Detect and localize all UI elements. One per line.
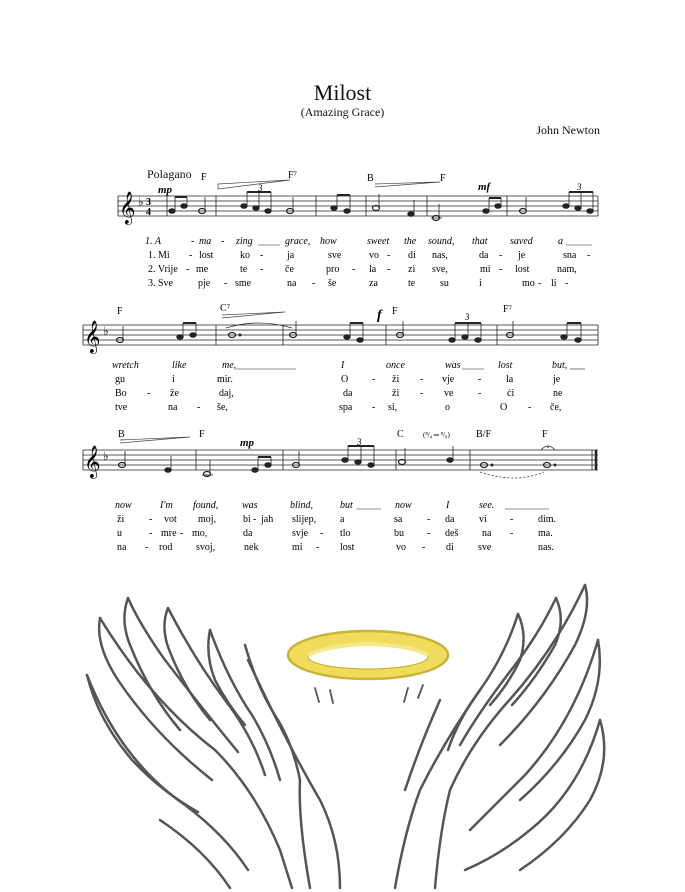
- lyric-syllable: -: [352, 264, 356, 275]
- lyric-syllable: sve,: [432, 264, 448, 275]
- lyric-syllable: že: [170, 388, 179, 399]
- lyric-syllable: bi: [243, 514, 251, 525]
- lyric-syllable: na: [168, 402, 178, 413]
- tie-arc: [226, 323, 292, 328]
- lyric-syllable: -: [420, 374, 424, 385]
- lyrics-s2-line2: [115, 374, 561, 385]
- chord-symbol: F⁷: [503, 304, 513, 315]
- lyric-syllable: -: [587, 250, 591, 261]
- flat-key-signature-icon: ♭: [103, 324, 109, 338]
- lyric-syllable: ći: [507, 388, 515, 399]
- hairpins-system-1: [218, 180, 440, 189]
- lyric-syllable: je: [518, 250, 526, 261]
- dynamics: [158, 181, 492, 449]
- lyric-syllable: zi: [408, 264, 416, 275]
- staff-2: [83, 325, 598, 345]
- lyric-syllable: i: [479, 278, 482, 289]
- lyric-syllable: ži: [392, 388, 400, 399]
- lyric-syllable: like: [172, 360, 187, 371]
- lyric-syllable: mi: [480, 264, 491, 275]
- lyric-syllable: tve: [115, 402, 128, 413]
- treble-clef-icon: 𝄞: [84, 322, 101, 353]
- lyric-syllable: -: [149, 514, 153, 525]
- lyric-syllable: ko: [240, 250, 250, 261]
- lyric-syllable: lost: [515, 264, 530, 275]
- flat-key-signature-icon: ♭: [103, 449, 109, 463]
- halo-icon: [288, 631, 448, 679]
- lyric-syllable: -: [499, 250, 503, 261]
- chord-symbol: F: [201, 172, 207, 183]
- lyric-syllable: now: [395, 500, 412, 511]
- lyric-syllable: grace,: [285, 236, 311, 247]
- chord-symbol: B/F: [476, 429, 492, 440]
- lyric-syllable: -: [528, 402, 532, 413]
- lyrics-s2-line4: [115, 402, 561, 413]
- lyric-syllable: na: [482, 528, 492, 539]
- lyric-syllable: saved: [510, 236, 533, 247]
- lyric-syllable: but: [340, 500, 353, 511]
- lyric-syllable: mir.: [217, 374, 233, 385]
- page-subtitle: (Amazing Grace): [300, 105, 385, 119]
- lyric-syllable: once: [386, 360, 405, 371]
- chord-symbol: F⁷: [288, 170, 298, 181]
- notes-system-2: [117, 321, 582, 343]
- lyric-syllable: -: [510, 528, 514, 539]
- lyric-syllable: si,: [388, 402, 398, 413]
- lyric-syllable: la: [506, 374, 514, 385]
- lyric-syllable: če: [285, 264, 294, 275]
- lyric-syllable: Bo: [115, 388, 127, 399]
- lyrics-s2-line1: [112, 360, 567, 371]
- lyric-syllable: nam,: [557, 264, 577, 275]
- lyric-syllable: a: [558, 236, 563, 247]
- lyric-syllable: vi: [479, 514, 487, 525]
- lyric-syllable: vot: [164, 514, 177, 525]
- lyric-syllable: ma: [199, 236, 212, 247]
- lyric-syllable: i: [172, 374, 175, 385]
- lyric-syllable: ži: [117, 514, 125, 525]
- angel-wings-halo-drawing: [87, 585, 604, 888]
- lyric-syllable: was: [242, 500, 258, 511]
- lyric-syllable: še,: [217, 402, 228, 413]
- lyric-syllable: was: [445, 360, 461, 371]
- hairpin: [120, 437, 190, 443]
- lyric-syllable: -: [180, 528, 184, 539]
- lyric-syllable: -: [197, 402, 201, 413]
- chord-symbol: F: [392, 306, 398, 317]
- lyric-syllable: I: [446, 500, 450, 511]
- lyric-syllable: me,: [222, 360, 237, 371]
- dynamic-marking: mf: [478, 181, 491, 193]
- lyric-syllable: o: [445, 402, 450, 413]
- lyric-syllable: če,: [550, 402, 562, 413]
- halo-glow-lines: [315, 685, 423, 703]
- lyric-syllable: ve: [444, 388, 454, 399]
- lyric-syllable: now: [115, 500, 132, 511]
- lyric-syllable: -: [372, 402, 376, 413]
- lyric-syllable: how: [320, 236, 337, 247]
- lyric-syllable: -: [499, 264, 503, 275]
- lyric-syllable: -: [191, 236, 195, 247]
- chord-symbol: C: [397, 429, 404, 440]
- lyric-syllable: da: [479, 250, 489, 261]
- lyric-syllable: ma.: [538, 528, 553, 539]
- chord-symbol: C⁷: [220, 303, 231, 314]
- lyric-syllable: wretch: [112, 360, 139, 371]
- lyrics-s3-line3: [117, 528, 553, 539]
- lyric-syllable: u: [117, 528, 122, 539]
- lyrics-s1-line3: [148, 264, 577, 275]
- chord-symbol: F: [199, 429, 205, 440]
- lyric-syllable: -: [387, 250, 391, 261]
- hairpin: [222, 312, 285, 318]
- lyric-syllable: -: [420, 388, 424, 399]
- lyrics-s1-line4: [148, 278, 568, 289]
- lyric-syllable: 1. Mi: [148, 250, 170, 261]
- lyric-syllable: nek: [244, 542, 259, 553]
- lyric-syllable: deš: [445, 528, 459, 539]
- lyric-syllable: mre: [161, 528, 177, 539]
- tempo-marking: Polagano: [147, 167, 192, 181]
- lyric-syllable: see.: [479, 500, 495, 511]
- lyric-syllable: but,: [552, 360, 568, 371]
- lyric-syllable: nas.: [538, 542, 554, 553]
- composer-name: John Newton: [536, 123, 600, 137]
- lyric-syllable: slijep,: [292, 514, 317, 525]
- lyric-syllable: mi: [292, 542, 303, 553]
- lyric-syllable: -: [224, 278, 228, 289]
- triplet-mark: 3: [577, 182, 582, 192]
- lyrics-s3-line1: [115, 500, 494, 511]
- lyrics-s1-line2: [148, 250, 590, 261]
- lyric-syllable: -: [316, 542, 320, 553]
- lyric-syllable: sa: [394, 514, 403, 525]
- lyric-syllable: sna: [563, 250, 577, 261]
- lyric-syllable: -: [312, 278, 316, 289]
- lyric-syllable: svoj,: [196, 542, 216, 553]
- lyric-syllable: lost: [498, 360, 513, 371]
- lyric-syllable: na: [287, 278, 297, 289]
- lyric-syllable: -: [387, 264, 391, 275]
- lyric-syllable: spa: [339, 402, 353, 413]
- notes-system-3: [119, 446, 557, 477]
- lyric-syllable: moj,: [198, 514, 217, 525]
- lyric-syllable: O: [500, 402, 508, 413]
- lyric-syllable: za: [369, 278, 378, 289]
- lyric-syllable: -: [149, 528, 153, 539]
- lyric-syllable: bu: [394, 528, 404, 539]
- tie-arc: [480, 472, 544, 478]
- lyric-syllable: jah: [261, 514, 274, 525]
- lyric-syllable: la: [369, 264, 377, 275]
- lyric-syllable: -: [372, 374, 376, 385]
- lyric-syllable: mo,: [192, 528, 208, 539]
- staff-3: [83, 450, 598, 470]
- chord-symbol: B: [118, 429, 125, 440]
- chord-symbol: F: [542, 429, 548, 440]
- lyrics-s3-line2: [117, 514, 556, 525]
- lyric-syllable: zing: [236, 236, 253, 247]
- lyric-syllable: -: [565, 278, 569, 289]
- lyric-syllable: sme: [235, 278, 252, 289]
- lyric-syllable: 3. Sve: [148, 278, 173, 289]
- lyric-syllable: sve: [328, 250, 342, 261]
- lyric-syllable: gu: [115, 374, 125, 385]
- lyric-syllable: sweet: [367, 236, 390, 247]
- lyric-syllable: -: [478, 388, 482, 399]
- lyric-syllable: 2. Vrije: [148, 264, 178, 275]
- lyric-syllable: -: [510, 514, 514, 525]
- lyric-syllable: -: [189, 250, 193, 261]
- lyric-syllable: -: [422, 542, 426, 553]
- lyric-syllable: di: [408, 250, 416, 261]
- lyric-syllable: vo: [369, 250, 379, 261]
- triplet-mark: 3: [357, 437, 362, 447]
- lyric-syllable: vo: [396, 542, 406, 553]
- lyric-syllable: pro: [326, 264, 340, 275]
- lyric-syllable: ja: [287, 250, 295, 261]
- lyrics-s1-line1: [145, 236, 563, 247]
- lyric-syllable: a: [340, 514, 345, 525]
- lyric-syllable: -: [260, 264, 264, 275]
- lyric-syllable: svje: [292, 528, 309, 539]
- lyric-syllable: the: [404, 236, 417, 247]
- lyric-syllable: -: [427, 528, 431, 539]
- time-signature-top: 3: [146, 197, 151, 208]
- dynamic-marking: mp: [240, 437, 255, 449]
- chord-symbol: B: [367, 173, 374, 184]
- lyric-syllable: di: [446, 542, 454, 553]
- triplet-mark: 3: [465, 312, 470, 322]
- dynamic-marking: f: [377, 308, 382, 323]
- triplet-mark: 3: [258, 183, 263, 193]
- lyric-syllable: sound,: [428, 236, 455, 247]
- treble-clef-icon: 𝄞: [119, 193, 136, 224]
- lyric-syllable: da: [243, 528, 253, 539]
- lyric-syllable: ne: [553, 388, 563, 399]
- lyric-syllable: da: [445, 514, 455, 525]
- lyric-syllable: na: [117, 542, 127, 553]
- fermata-dot: [547, 446, 549, 448]
- lyric-syllable: that: [472, 236, 488, 247]
- lyric-syllable: -: [427, 514, 431, 525]
- lyric-syllable: -: [538, 278, 542, 289]
- lyric-syllable: tlo: [340, 528, 351, 539]
- lyric-syllable: pje: [198, 278, 211, 289]
- chord-symbol: F: [440, 173, 446, 184]
- lyric-syllable: da: [343, 388, 353, 399]
- lyric-syllable: še: [328, 278, 337, 289]
- flat-key-signature-icon: ♭: [138, 195, 144, 209]
- lyric-syllable: -: [320, 528, 324, 539]
- lyric-syllable: te: [240, 264, 248, 275]
- lyric-syllable: -: [186, 264, 190, 275]
- lyric-syllable: I: [341, 360, 345, 371]
- lyric-syllable: found,: [193, 500, 219, 511]
- lyric-syllable: -: [145, 542, 149, 553]
- lyric-syllable: -: [253, 514, 257, 525]
- lyric-syllable: I'm: [160, 500, 173, 511]
- lyric-syllable: nas,: [432, 250, 448, 261]
- lyric-syllable: li: [551, 278, 557, 289]
- lyric-syllable: su: [440, 278, 449, 289]
- lyric-syllable: te: [408, 278, 416, 289]
- lyric-syllable: vje: [442, 374, 455, 385]
- lyric-syllable: 1. A: [145, 236, 161, 247]
- lyric-syllable: ži: [392, 374, 400, 385]
- lyrics-s2-line3: [115, 388, 563, 399]
- chord-symbol: F: [117, 306, 123, 317]
- lyric-syllable: O: [341, 374, 349, 385]
- lyric-syllable: -: [478, 374, 482, 385]
- lyric-syllable: dim.: [538, 514, 557, 525]
- lyric-syllable: -: [260, 250, 264, 261]
- lyric-syllable: je: [553, 374, 561, 385]
- lyric-syllable: lost: [340, 542, 355, 553]
- dynamic-marking: mp: [158, 184, 173, 196]
- lyric-syllable: -: [147, 388, 151, 399]
- lyric-syllable: rod: [159, 542, 173, 553]
- lyric-syllable: lost: [199, 250, 214, 261]
- lyrics-s3-line4: [117, 542, 554, 553]
- lyric-syllable: mo: [522, 278, 535, 289]
- lyric-syllable: me: [196, 264, 209, 275]
- chord-suspension: (⁸/₄ ═ ⁸/₈): [423, 431, 450, 439]
- time-signature-bottom: 4: [146, 207, 151, 218]
- page-title: Milost: [313, 80, 372, 105]
- lyric-syllable: daj,: [219, 388, 234, 399]
- treble-clef-icon: 𝄞: [84, 447, 101, 478]
- lyric-syllable: sve: [478, 542, 492, 553]
- lyric-syllable: blind,: [290, 500, 314, 511]
- lyric-syllable: -: [221, 236, 225, 247]
